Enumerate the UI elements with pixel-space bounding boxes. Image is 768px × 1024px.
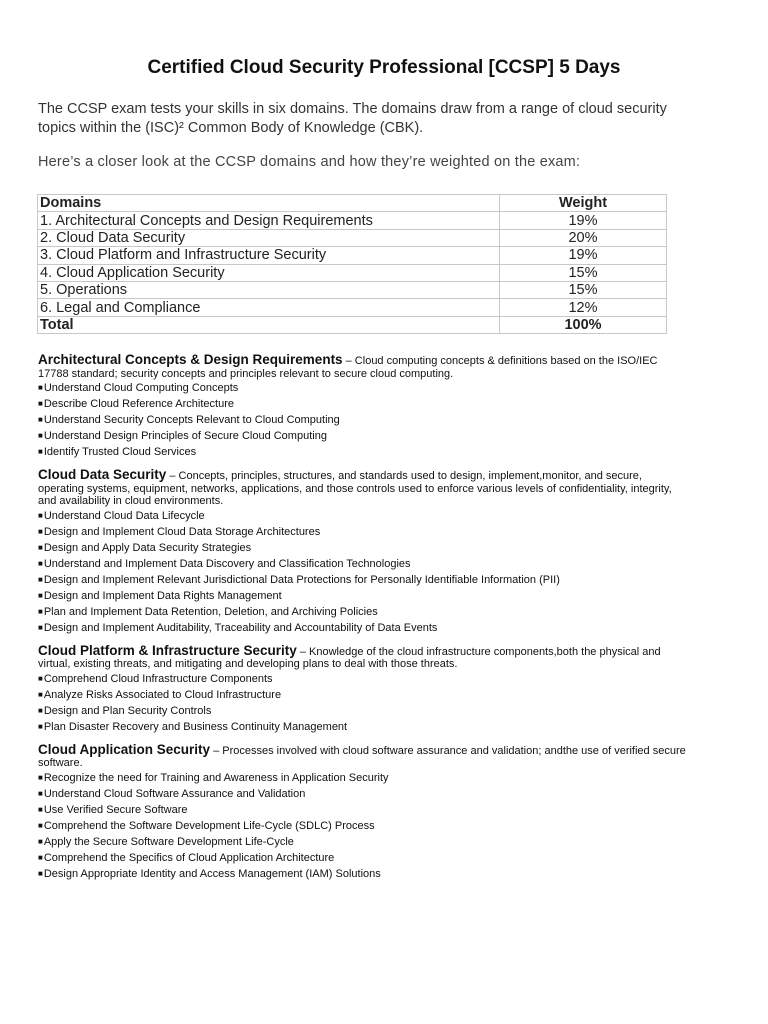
list-item-text: Understand and Implement Data Discovery and Classification Technologies: [43, 557, 411, 570]
section-description: [38, 354, 688, 380]
section-heading: Cloud Data Security: [38, 467, 167, 482]
square-bullet-icon: ■: [38, 542, 43, 552]
section-cloud-platform-security: [38, 642, 688, 735]
section-description: [38, 469, 688, 508]
table-total-row: [38, 316, 667, 333]
square-bullet-icon: ■: [38, 868, 43, 878]
list-item: [38, 604, 688, 620]
section-description: [38, 642, 688, 671]
square-bullet-icon: ■: [38, 574, 43, 584]
list-item: [38, 428, 688, 444]
list-item-text: Use Verified Secure Software: [43, 803, 188, 816]
section-heading: Cloud Platform & Infrastructure Security: [38, 642, 297, 658]
list-item-text: Identify Trusted Cloud Services: [43, 446, 197, 458]
list-item: [38, 671, 688, 687]
square-bullet-icon: ■: [38, 431, 43, 440]
list-item-text: Understand Design Principles of Secure Cloud Computing: [43, 430, 327, 442]
section-description-text: – Concepts, principles, structures, and standards used to design, implement,monitor, and secure, operating systems, equipment, networks, applications, and those controls used to enforce various levels of confidentiality, integrity, and availability in cloud environments.: [38, 470, 672, 507]
section-cloud-application-security: [38, 741, 688, 882]
list-item: [38, 834, 688, 850]
square-bullet-icon: ■: [38, 852, 43, 862]
square-bullet-icon: ■: [38, 558, 43, 568]
list-item-text: Analyze Risks Associated to Cloud Infrastructure: [43, 688, 282, 701]
square-bullet-icon: ■: [38, 673, 43, 683]
square-bullet-icon: ■: [38, 820, 43, 830]
list-item: [38, 380, 688, 396]
section-description-text: – Processes involved with cloud software assurance and validation; andthe use of verified secure software.: [38, 744, 686, 769]
domain-cell: 4. Cloud Application Security: [38, 264, 500, 281]
list-item-text: Understand Cloud Computing Concepts: [43, 382, 239, 394]
list-item: [38, 802, 688, 818]
square-bullet-icon: ■: [38, 415, 43, 424]
square-bullet-icon: ■: [38, 399, 43, 408]
header-weight: Weight: [500, 195, 667, 212]
table-row: [38, 281, 667, 298]
weight-cell: 19%: [500, 247, 667, 264]
section-heading: Architectural Concepts & Design Requirements: [38, 352, 343, 367]
domain-cell: 5. Operations: [38, 281, 500, 298]
list-item-text: Design and Implement Data Rights Management: [43, 589, 282, 602]
square-bullet-icon: ■: [38, 510, 43, 520]
list-item-text: Apply the Secure Software Development Life-Cycle: [43, 835, 294, 848]
list-item-text: Describe Cloud Reference Architecture: [43, 398, 234, 410]
square-bullet-icon: ■: [38, 721, 43, 731]
square-bullet-icon: ■: [38, 526, 43, 536]
document-title: Certified Cloud Security Professional [CCSP] 5 Days: [147, 57, 621, 78]
list-item-text: Understand Cloud Data Lifecycle: [43, 509, 205, 522]
list-item-text: Design and Plan Security Controls: [43, 704, 212, 717]
list-item-text: Comprehend Cloud Infrastructure Components: [43, 672, 273, 685]
table-row: [38, 299, 667, 316]
list-item: [38, 818, 688, 834]
domain-cell: 6. Legal and Compliance: [38, 299, 500, 316]
domain-cell: 1. Architectural Concepts and Design Requirements: [38, 212, 500, 229]
list-item-text: Understand Cloud Software Assurance and Validation: [43, 787, 306, 800]
intro-paragraph: The CCSP exam tests your skills in six domains. The domains draw from a range of cloud security topics within the (ISC)² Common Body of Knowledge (CBK).: [38, 101, 667, 136]
list-item-text: Comprehend the Software Development Life-Cycle (SDLC) Process: [43, 819, 375, 832]
list-item-text: Design and Implement Auditability, Traceability and Accountability of Data Events: [43, 621, 438, 634]
list-item: [38, 444, 688, 460]
square-bullet-icon: ■: [38, 788, 43, 798]
list-item: [38, 703, 688, 719]
table-row: [38, 229, 667, 246]
section-heading: Cloud Application Security: [38, 741, 211, 757]
domain-cell: 3. Cloud Platform and Infrastructure Security: [38, 247, 500, 264]
weight-cell: 12%: [500, 299, 667, 316]
weight-cell: 15%: [500, 281, 667, 298]
total-label: Total: [38, 316, 500, 333]
list-item: [38, 556, 688, 572]
section-description-text: – Cloud computing concepts & definitions based on the ISO/IEC 17788 standard; security concepts and principles relevant to secure cloud computing.: [38, 355, 658, 380]
list-item: [38, 412, 688, 428]
table-row: [38, 212, 667, 229]
list-item: [38, 620, 688, 636]
square-bullet-icon: ■: [38, 705, 43, 715]
list-item-text: Design and Apply Data Security Strategies: [43, 541, 252, 554]
square-bullet-icon: ■: [38, 689, 43, 699]
list-item-text: Design and Implement Relevant Jurisdictional Data Protections for Personally Identifiable Information (PII): [43, 573, 560, 586]
list-item-text: Comprehend the Specifics of Cloud Application Architecture: [43, 851, 335, 864]
square-bullet-icon: ■: [38, 804, 43, 814]
square-bullet-icon: ■: [38, 772, 43, 782]
list-item: [38, 786, 688, 802]
square-bullet-icon: ■: [38, 383, 43, 392]
table-header-row: [38, 195, 667, 212]
section-cloud-data-security: [38, 469, 688, 636]
weight-cell: 19%: [500, 212, 667, 229]
list-item: [38, 396, 688, 412]
list-item: [38, 687, 688, 703]
list-item-text: Design Appropriate Identity and Access Management (IAM) Solutions: [43, 867, 381, 880]
square-bullet-icon: ■: [38, 447, 43, 456]
header-domains: Domains: [38, 195, 500, 212]
list-item-text: Understand Security Concepts Relevant to Cloud Computing: [43, 414, 340, 426]
domains-table: [37, 194, 667, 334]
table-row: [38, 247, 667, 264]
domain-cell: 2. Cloud Data Security: [38, 229, 500, 246]
list-item-text: Design and Implement Cloud Data Storage Architectures: [43, 525, 321, 538]
list-item: [38, 850, 688, 866]
list-item: [38, 540, 688, 556]
list-item: [38, 866, 688, 882]
total-weight: 100%: [500, 316, 667, 333]
square-bullet-icon: ■: [38, 590, 43, 600]
square-bullet-icon: ■: [38, 622, 43, 632]
domain-sections: [38, 354, 688, 891]
list-item-text: Recognize the need for Training and Awareness in Application Security: [43, 771, 389, 784]
section-description: [38, 741, 688, 770]
list-item-text: Plan and Implement Data Retention, Deletion, and Archiving Policies: [43, 605, 378, 618]
list-item: [38, 719, 688, 735]
list-item: [38, 508, 688, 524]
square-bullet-icon: ■: [38, 606, 43, 616]
list-item: [38, 588, 688, 604]
square-bullet-icon: ■: [38, 836, 43, 846]
list-item: [38, 572, 688, 588]
list-item-text: Plan Disaster Recovery and Business Continuity Management: [43, 720, 348, 733]
closer-look-paragraph: Here’s a closer look at the CCSP domains and how they’re weighted on the exam:: [38, 154, 581, 170]
section-architectural-concepts: [38, 354, 688, 460]
list-item: [38, 524, 688, 540]
weight-cell: 20%: [500, 229, 667, 246]
section-description-text: – Knowledge of the cloud infrastructure components,both the physical and virtual, existing threats, and mitigating and developing plans to deal with those threats.: [38, 645, 661, 670]
list-item: [38, 770, 688, 786]
table-row: [38, 264, 667, 281]
weight-cell: 15%: [500, 264, 667, 281]
